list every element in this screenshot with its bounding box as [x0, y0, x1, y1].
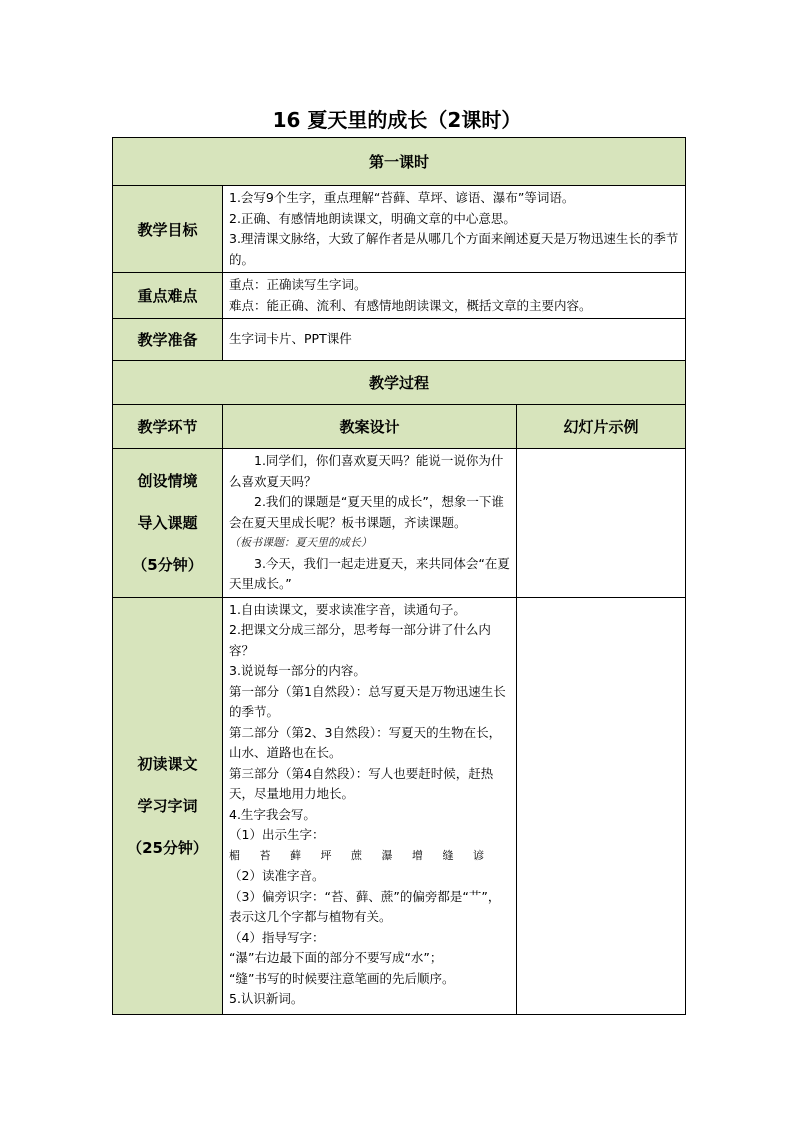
- design-line: （4）指导写字：: [229, 929, 325, 945]
- goals-content: [223, 186, 686, 273]
- design-paragraph: 1.同学们，你们喜欢夏天吗？能说一说你为什么喜欢夏天吗？: [229, 453, 504, 489]
- row-label-goals: 教学目标: [113, 186, 223, 273]
- design-line: 5.认识新词。: [229, 991, 304, 1006]
- design-line: 4.生字我会写。: [229, 806, 316, 822]
- stage-label-line: 初读课文: [137, 754, 198, 773]
- row-label-key-points: 重点难点: [113, 273, 223, 319]
- preparation-content: 生字词卡片、PPT课件: [223, 319, 686, 361]
- column-header-slides: 幻灯片示例: [517, 405, 686, 449]
- stage-reading-design: [223, 597, 517, 1014]
- goal-line: 1.会写9个生字，重点理解“苔藓、草坪、谚语、瀑布”等词语。: [229, 190, 575, 205]
- stage-intro-design: [223, 449, 517, 598]
- design-line: 3.说说每一部分的内容。: [229, 663, 366, 678]
- design-line: “缝”书写的时候要注意笔画的先后顺序。: [229, 970, 455, 986]
- stage-label-reading: [113, 597, 223, 1014]
- stage-label-line: （25分钟）: [127, 838, 208, 857]
- key-points-content: [223, 273, 686, 319]
- goal-line: 3.理清课文脉络，大致了解作者是从哪几个方面来阐述夏天是万物迅速生长的季节的。: [229, 231, 679, 267]
- goal-line: 2.正确、有感情地朗读课文，明确文章的中心意思。: [229, 210, 516, 226]
- design-line: 第二部分（第2、3自然段）：写夏天的生物在长，山水、道路也在长。: [229, 724, 502, 760]
- stage-label-line: 导入课题: [137, 513, 198, 532]
- design-line: 第一部分（第1自然段）：总写夏天是万物迅速生长的季节。: [229, 683, 506, 719]
- design-line: 1.自由读课文，要求读准字音，读通句子。: [229, 601, 466, 617]
- stage-label-intro: [113, 449, 223, 598]
- slide-example-cell: [517, 449, 686, 598]
- stage-label-line: （5分钟）: [132, 555, 203, 574]
- section-header-process: 教学过程: [113, 361, 686, 405]
- new-characters: 楣 苔 藓 坪 蔗 瀑 增 缝 谚: [229, 848, 492, 862]
- column-header-design: 教案设计: [223, 405, 517, 449]
- stage-label-line: 学习字词: [137, 796, 198, 815]
- lesson-plan-table: [112, 137, 686, 1015]
- column-header-stage: 教学环节: [113, 405, 223, 449]
- key-line: 难点：能正确、流利、有感情地朗读课文，概括文章的主要内容。: [229, 297, 592, 313]
- section-header-first-lesson: 第一课时: [113, 138, 686, 186]
- design-paragraph: 2.我们的课题是“夏天里的成长”，想象一下谁会在夏天里成长呢？板书课题，齐读课题。: [229, 494, 504, 530]
- board-note: （板书课题：夏天里的成长）: [229, 536, 372, 549]
- design-line: （2）读准字音。: [229, 868, 325, 883]
- design-line: （1）出示生字：: [229, 827, 325, 842]
- design-line: “瀑”右边最下面的部分不要写成“水”；: [229, 950, 443, 965]
- stage-label-line: 创设情境: [137, 471, 198, 490]
- design-line: （3）偏旁识字：“苔、藓、蔗”的偏旁都是“艹”，表示这几个字都与植物有关。: [229, 888, 501, 924]
- document-title: 16 夏天里的成长（2课时）: [272, 108, 522, 132]
- row-label-preparation: 教学准备: [113, 319, 223, 361]
- design-paragraph: 3.今天，我们一起走进夏天，来共同体会“在夏天里成长。”: [229, 555, 510, 591]
- design-line: 2.把课文分成三部分，思考每一部分讲了什么内容？: [229, 622, 491, 658]
- key-line: 重点：正确读写生字词。: [229, 277, 367, 292]
- design-line: 第三部分（第4自然段）：写人也要赶时候，赶热天，尽量地用力地长。: [229, 765, 494, 801]
- slide-example-cell: [517, 597, 686, 1014]
